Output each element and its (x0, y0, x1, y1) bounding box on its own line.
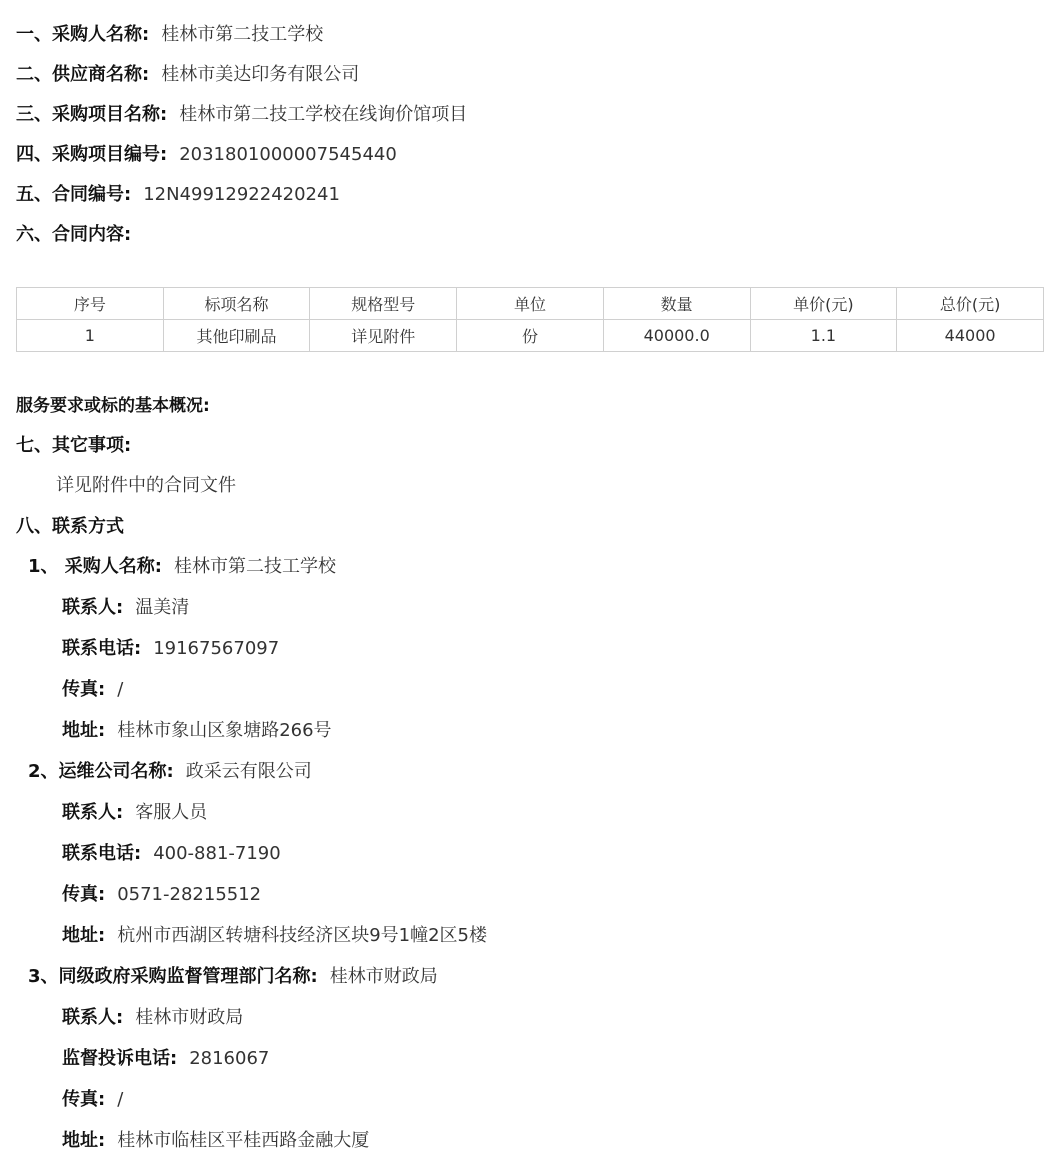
other-matters-text: 详见附件中的合同文件 (56, 475, 236, 496)
contact-1-person-value: 温美清 (135, 597, 190, 618)
contact-1-fax-label: 传真: (62, 679, 106, 700)
contact-3-phone-label: 监督投诉电话: (62, 1048, 178, 1069)
col-header-total-price: 总价(元) (897, 288, 1044, 320)
contact-1-address-row (62, 716, 332, 746)
contact-1-address-value: 桂林市象山区象塘路266号 (117, 720, 332, 741)
contact-2-address-label: 地址: (62, 925, 106, 946)
supplier-name-value: 桂林市美达印务有限公司 (161, 64, 360, 85)
service-overview-row (16, 391, 210, 421)
contact-2-phone-label: 联系电话: (62, 843, 142, 864)
contact-2-fax-label: 传真: (62, 884, 106, 905)
contact-2-phone-value: 400-881-7190 (153, 843, 281, 864)
cell-unit: 份 (457, 320, 604, 352)
project-number-row (16, 140, 397, 170)
contact-3-fax-value: / (117, 1089, 124, 1110)
contact-3-fax-label: 传真: (62, 1089, 106, 1110)
project-name-row (16, 100, 467, 130)
contact-1-phone-value: 19167567097 (153, 638, 280, 659)
contact-1-person-label: 联系人: (62, 597, 124, 618)
purchaser-name-row (16, 20, 323, 50)
col-header-index: 序号 (17, 288, 164, 320)
cell-item-name: 其他印刷品 (163, 320, 310, 352)
contact-3-address-value: 桂林市临桂区平桂西路金融大厦 (117, 1130, 370, 1151)
contact-1-phone-label: 联系电话: (62, 638, 142, 659)
contact-2-address-value: 杭州市西湖区转塘科技经济区块9号1幢2区5楼 (117, 925, 488, 946)
contact-2-title: 2、运维公司名称: (28, 761, 174, 782)
contract-content-label: 六、合同内容: (16, 224, 132, 245)
contact-3-phone-row (62, 1044, 269, 1074)
contact-2-fax-row (62, 880, 261, 910)
contact-3-title-row (28, 962, 438, 992)
cell-total-price: 44000 (897, 320, 1044, 352)
other-matters-label: 七、其它事项: (16, 435, 132, 456)
project-name-label: 三、采购项目名称: (16, 104, 168, 125)
contact-2-person-label: 联系人: (62, 802, 124, 823)
contact-2-person-row (62, 798, 207, 828)
contact-1-phone-row (62, 634, 279, 664)
contact-1-fax-row (62, 675, 123, 705)
contact-2-phone-row (62, 839, 281, 869)
project-number-label: 四、采购项目编号: (16, 144, 168, 165)
contact-info-row (16, 512, 124, 542)
contact-2-name: 政采云有限公司 (185, 761, 312, 782)
contract-number-row (16, 180, 340, 210)
contract-items-table (16, 287, 1044, 352)
contact-3-phone-value: 2816067 (189, 1048, 270, 1069)
contact-3-person-value: 桂林市财政局 (135, 1007, 244, 1028)
contact-1-fax-value: / (117, 679, 124, 700)
contact-3-person-label: 联系人: (62, 1007, 124, 1028)
contract-content-row (16, 220, 131, 250)
cell-spec: 详见附件 (310, 320, 457, 352)
col-header-unit-price: 单价(元) (750, 288, 897, 320)
project-name-value: 桂林市第二技工学校在线询价馆项目 (179, 104, 468, 125)
col-header-spec: 规格型号 (310, 288, 457, 320)
contact-1-name: 桂林市第二技工学校 (174, 556, 336, 577)
other-matters-row (16, 431, 131, 461)
contact-1-address-label: 地址: (62, 720, 106, 741)
service-overview-label: 服务要求或标的基本概况: (16, 396, 210, 416)
col-header-quantity: 数量 (603, 288, 750, 320)
cell-quantity: 40000.0 (603, 320, 750, 352)
other-matters-text-row (56, 471, 236, 501)
contact-2-title-row (28, 757, 312, 787)
contract-number-value: 12N49912922420241 (143, 184, 340, 205)
supplier-name-label: 二、供应商名称: (16, 64, 150, 85)
contact-1-title-row (28, 552, 336, 582)
purchaser-name-value: 桂林市第二技工学校 (161, 24, 324, 45)
table-header-row (17, 288, 1044, 320)
contact-2-fax-value: 0571-28215512 (117, 884, 262, 905)
cell-unit-price: 1.1 (750, 320, 897, 352)
cell-index: 1 (17, 320, 164, 352)
contact-2-person-value: 客服人员 (135, 802, 208, 823)
supplier-name-row (16, 60, 359, 90)
contact-3-fax-row (62, 1085, 123, 1115)
contact-1-title: 1、 采购人名称: (28, 556, 162, 577)
project-number-value: 2031801000007545440 (179, 144, 397, 165)
contact-3-title: 3、同级政府采购监督管理部门名称: (28, 966, 318, 987)
contact-2-address-row (62, 921, 487, 951)
contract-number-label: 五、合同编号: (16, 184, 132, 205)
col-header-unit: 单位 (457, 288, 604, 320)
contact-info-label: 八、联系方式 (16, 516, 124, 537)
table-row (17, 320, 1044, 352)
contact-3-address-row (62, 1126, 369, 1156)
contact-1-person-row (62, 593, 189, 623)
col-header-item-name: 标项名称 (163, 288, 310, 320)
contact-3-name: 桂林市财政局 (329, 966, 438, 987)
contact-3-address-label: 地址: (62, 1130, 106, 1151)
contact-3-person-row (62, 1003, 243, 1033)
purchaser-name-label: 一、采购人名称: (16, 24, 150, 45)
